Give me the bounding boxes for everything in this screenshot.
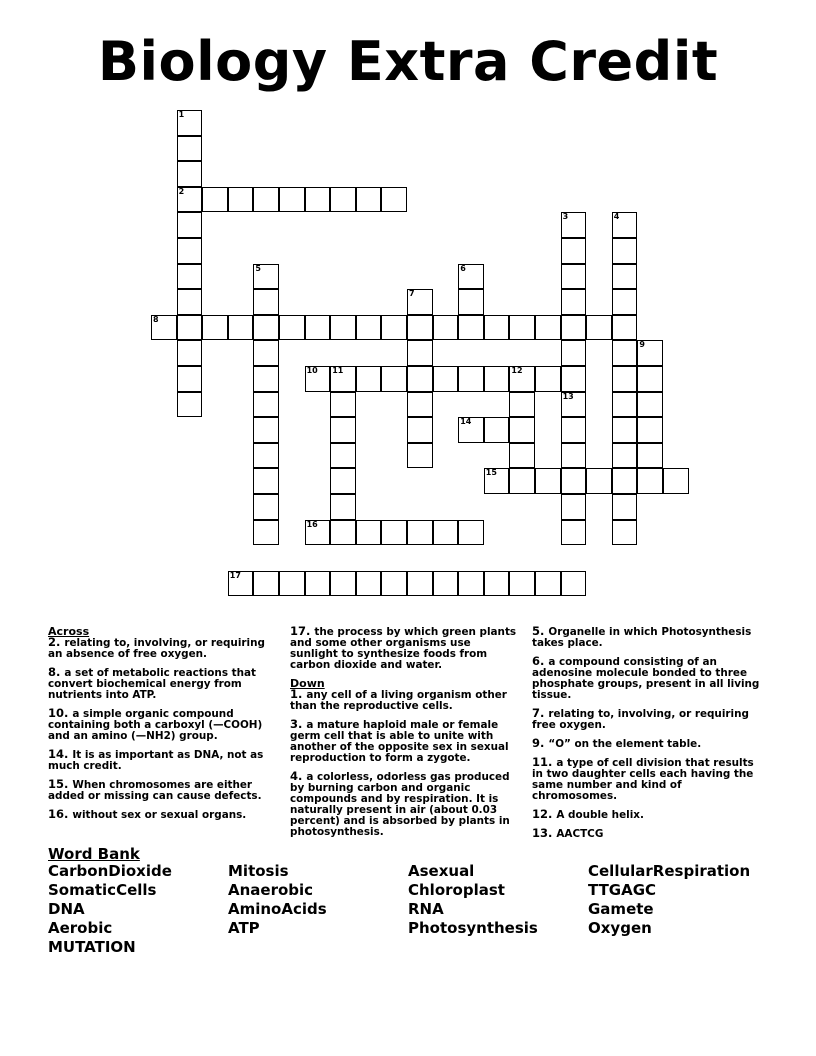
grid-cell[interactable] [637, 417, 663, 443]
down-clue [290, 771, 518, 838]
grid-cell[interactable] [561, 340, 587, 366]
grid-cell[interactable] [561, 366, 587, 392]
page-title: Biology Extra Credit [97, 30, 719, 93]
clue-text: a type of cell division that results in two daughter cells each having the same number and kind of chromosomes. [532, 757, 754, 802]
grid-cell[interactable] [407, 571, 433, 597]
across-clue [48, 809, 270, 821]
clue-number: 5. [532, 624, 549, 638]
down-heading: Down [290, 677, 325, 690]
grid-cell[interactable] [279, 187, 305, 213]
clue-text: relating to, involving, or requiring free oxygen. [532, 708, 749, 731]
grid-cell[interactable] [253, 187, 279, 213]
word-bank-item: ATP [228, 919, 260, 937]
down-clue [532, 656, 764, 701]
grid-cell[interactable] [407, 340, 433, 366]
grid-cell[interactable] [458, 315, 484, 341]
grid-cell[interactable] [509, 315, 535, 341]
grid-cell[interactable] [637, 392, 663, 418]
down-clue [532, 626, 764, 649]
grid-cell[interactable] [177, 161, 203, 187]
clue-number: 16 [306, 519, 318, 529]
grid-cell[interactable] [561, 264, 587, 290]
grid-cell[interactable] [586, 468, 612, 494]
grid-cell[interactable] [177, 289, 203, 315]
grid-cell[interactable] [663, 468, 689, 494]
grid-cell[interactable] [177, 110, 203, 136]
clue-text: Organelle in which Photosynthesis takes place. [532, 626, 752, 649]
clue-number: 13. [532, 826, 557, 840]
clue-text: a set of metabolic reactions that convert biochemical energy from nutrients into ATP. [48, 667, 256, 701]
grid-cell[interactable] [381, 520, 407, 546]
grid-cell[interactable] [637, 340, 663, 366]
clue-text: without sex or sexual organs. [72, 809, 247, 821]
grid-cell[interactable] [356, 571, 382, 597]
grid-cell[interactable] [305, 315, 331, 341]
clue-text: a simple organic compound containing both a carboxyl (—COOH) and an amino (—NH2) group. [48, 708, 263, 742]
word-bank-item: Asexual [408, 862, 475, 880]
clue-number: 4. [290, 769, 307, 783]
grid-cell[interactable] [509, 417, 535, 443]
grid-cell[interactable] [407, 392, 433, 418]
grid-cell[interactable] [356, 315, 382, 341]
grid-cell[interactable] [586, 315, 612, 341]
grid-cell[interactable] [561, 468, 587, 494]
grid-cell[interactable] [458, 417, 484, 443]
grid-cell[interactable] [151, 315, 177, 341]
across-heading: Across [48, 625, 90, 638]
clue-number: 7. [532, 706, 549, 720]
grid-cell[interactable] [612, 212, 638, 238]
down-clue [532, 708, 764, 731]
clue-number: 1 [178, 110, 185, 119]
word-bank-item: RNA [408, 900, 444, 918]
clues-column-1 [48, 626, 270, 828]
grid-cell[interactable] [484, 571, 510, 597]
word-bank-item: SomaticCells [48, 881, 157, 899]
clue-number: 14 [460, 417, 472, 427]
grid-cell[interactable] [330, 417, 356, 443]
grid-cell[interactable] [228, 315, 254, 341]
grid-cell[interactable] [612, 289, 638, 315]
clues-column-3 [532, 626, 764, 847]
clue-number: 5 [255, 263, 261, 273]
grid-cell[interactable] [305, 520, 331, 546]
word-bank-item: CarbonDioxide [48, 862, 172, 880]
grid-cell[interactable] [356, 366, 382, 392]
grid-cell[interactable] [509, 366, 535, 392]
grid-cell[interactable] [612, 468, 638, 494]
clue-number: 12 [511, 366, 523, 375]
grid-cell[interactable] [253, 366, 279, 392]
clue-number: 3. [290, 717, 307, 731]
grid-cell[interactable] [177, 238, 203, 264]
clue-number: 13 [562, 391, 574, 401]
grid-cell[interactable] [305, 187, 331, 213]
grid-cell[interactable] [253, 264, 279, 290]
grid-cell[interactable] [637, 366, 663, 392]
grid-cell[interactable] [177, 187, 203, 213]
down-clue [290, 689, 518, 712]
clue-number: 2 [178, 186, 185, 196]
grid-cell[interactable] [305, 571, 331, 597]
word-bank-item: DNA [48, 900, 85, 918]
grid-cell[interactable] [509, 468, 535, 494]
clue-number: 16. [48, 807, 73, 821]
across-clue [48, 637, 270, 660]
word-bank-item: CellularRespiration [588, 862, 751, 880]
grid-cell[interactable] [253, 571, 279, 597]
grid-cell[interactable] [279, 571, 305, 597]
clue-number: 17. [290, 624, 315, 638]
grid-cell[interactable] [433, 571, 459, 597]
clue-number: 10 [306, 366, 318, 375]
grid-cell[interactable] [381, 571, 407, 597]
word-bank-item: Photosynthesis [408, 919, 538, 937]
grid-cell[interactable] [407, 315, 433, 341]
clue-text: any cell of a living organism other than the reproductive cells. [290, 689, 507, 712]
clue-number: 10. [48, 706, 73, 720]
word-bank-title: Word Bank [48, 845, 140, 863]
grid-cell[interactable] [458, 520, 484, 546]
clue-number: 4 [613, 212, 620, 222]
grid-cell[interactable] [407, 443, 433, 469]
clue-number: 17 [229, 570, 241, 580]
word-bank-item: Gamete [588, 900, 654, 918]
grid-cell[interactable] [330, 468, 356, 494]
grid-cell[interactable] [612, 520, 638, 546]
grid-cell[interactable] [433, 520, 459, 546]
across-clue [48, 708, 270, 742]
grid-cell[interactable] [637, 468, 663, 494]
grid-cell[interactable] [228, 571, 254, 597]
grid-cell[interactable] [484, 468, 510, 494]
grid-cell[interactable] [177, 136, 203, 162]
grid-cell[interactable] [535, 571, 561, 597]
grid-cell[interactable] [202, 187, 228, 213]
grid-cell[interactable] [253, 340, 279, 366]
grid-cell[interactable] [612, 238, 638, 264]
grid-cell[interactable] [612, 340, 638, 366]
down-clue [532, 828, 764, 840]
grid-cell[interactable] [407, 417, 433, 443]
grid-cell[interactable] [381, 315, 407, 341]
grid-cell[interactable] [561, 289, 587, 315]
grid-cell[interactable] [407, 520, 433, 546]
down-clue [532, 809, 764, 821]
clue-number: 6 [460, 263, 466, 273]
grid-cell[interactable] [279, 315, 305, 341]
grid-cell[interactable] [253, 443, 279, 469]
grid-cell[interactable] [612, 264, 638, 290]
grid-cell[interactable] [253, 468, 279, 494]
clue-text: a compound consisting of an adenosine molecule bonded to three phosphate groups, present in all living tissue. [532, 656, 760, 701]
clue-number: 9 [639, 340, 645, 350]
grid-cell[interactable] [561, 443, 587, 469]
grid-cell[interactable] [330, 392, 356, 418]
clue-number: 9. [532, 736, 549, 750]
grid-cell[interactable] [535, 315, 561, 341]
grid-cell[interactable] [612, 392, 638, 418]
word-bank-item: Anaerobic [228, 881, 314, 899]
grid-cell[interactable] [484, 417, 510, 443]
grid-cell[interactable] [253, 520, 279, 546]
clue-text: A double helix. [556, 809, 644, 821]
grid-cell[interactable] [458, 366, 484, 392]
grid-cell[interactable] [612, 443, 638, 469]
word-bank-item: MUTATION [48, 938, 136, 956]
grid-cell[interactable] [561, 238, 587, 264]
clue-text: “O” on the element table. [548, 738, 702, 750]
grid-cell[interactable] [381, 187, 407, 213]
word-bank-item: Chloroplast [408, 881, 505, 899]
clue-number: 11 [332, 366, 344, 375]
grid-cell[interactable] [433, 315, 459, 341]
clues-column-2 [290, 626, 518, 845]
grid-cell[interactable] [561, 212, 587, 238]
grid-cell[interactable] [433, 366, 459, 392]
down-clue [290, 719, 518, 764]
grid-cell[interactable] [458, 571, 484, 597]
grid-cell[interactable] [330, 571, 356, 597]
clue-text: a colorless, odorless gas produced by burning carbon and organic compounds and by respiration. It is naturally present in air (about 0.03 percent) and is absorbed by plants in photosynthesis. [290, 771, 510, 838]
grid-cell[interactable] [458, 264, 484, 290]
grid-cell[interactable] [253, 392, 279, 418]
grid-cell[interactable] [177, 392, 203, 418]
clue-number: 11. [532, 755, 557, 769]
grid-cell[interactable] [612, 366, 638, 392]
grid-cell[interactable] [561, 417, 587, 443]
clue-number: 15 [485, 468, 497, 478]
clue-number: 1. [290, 687, 307, 701]
clue-number: 7 [409, 289, 415, 299]
clue-text: relating to, involving, or requiring an absence of free oxygen. [48, 637, 265, 660]
grid-cell[interactable] [330, 366, 356, 392]
clue-number: 2. [48, 635, 65, 649]
grid-cell[interactable] [561, 392, 587, 418]
across-clue [290, 626, 518, 671]
grid-cell[interactable] [484, 366, 510, 392]
grid-cell[interactable] [561, 571, 587, 597]
word-bank-item: Aerobic [48, 919, 113, 937]
clue-number: 14. [48, 747, 73, 761]
grid-cell[interactable] [535, 366, 561, 392]
word-bank-item: AminoAcids [228, 900, 327, 918]
grid-cell[interactable] [330, 443, 356, 469]
grid-cell[interactable] [330, 520, 356, 546]
grid-cell[interactable] [177, 264, 203, 290]
grid-cell[interactable] [305, 366, 331, 392]
clue-number: 15. [48, 777, 73, 791]
grid-cell[interactable] [330, 315, 356, 341]
grid-cell[interactable] [612, 494, 638, 520]
grid-cell[interactable] [407, 366, 433, 392]
clue-text: It is as important as DNA, not as much credit. [48, 749, 264, 772]
word-bank-item: Mitosis [228, 862, 289, 880]
grid-cell[interactable] [509, 392, 535, 418]
grid-cell[interactable] [177, 340, 203, 366]
grid-cell[interactable] [509, 571, 535, 597]
clue-number: 8 [153, 314, 159, 324]
grid-cell[interactable] [458, 289, 484, 315]
grid-cell[interactable] [228, 187, 254, 213]
grid-cell[interactable] [330, 187, 356, 213]
grid-cell[interactable] [202, 315, 228, 341]
grid-cell[interactable] [561, 520, 587, 546]
grid-cell[interactable] [177, 212, 203, 238]
clue-text: When chromosomes are either added or missing can cause defects. [48, 779, 262, 802]
grid-cell[interactable] [612, 315, 638, 341]
clue-text: AACTCG [556, 828, 604, 840]
grid-cell[interactable] [535, 468, 561, 494]
grid-cell[interactable] [612, 417, 638, 443]
clue-number: 6. [532, 654, 549, 668]
grid-cell[interactable] [407, 289, 433, 315]
clue-text: the process by which green plants and some other organisms use sunlight to synthesize foods from carbon dioxide and water. [290, 626, 517, 671]
across-clue [48, 779, 270, 802]
across-clue [48, 667, 270, 701]
grid-cell[interactable] [356, 520, 382, 546]
grid-cell[interactable] [253, 494, 279, 520]
grid-cell[interactable] [484, 315, 510, 341]
word-bank-item: TTGAGC [588, 881, 657, 899]
word-bank-item: Oxygen [588, 919, 652, 937]
grid-cell[interactable] [330, 494, 356, 520]
clue-number: 3 [562, 212, 569, 222]
clue-text: a mature haploid male or female germ cell that is able to unite with another of the opposite sex in sexual reproduction to form a zygote. [290, 719, 509, 764]
grid-cell[interactable] [561, 494, 587, 520]
grid-cell[interactable] [509, 443, 535, 469]
clue-number: 8. [48, 665, 65, 679]
grid-cell[interactable] [177, 366, 203, 392]
grid-cell[interactable] [381, 366, 407, 392]
down-clue [532, 738, 764, 750]
clue-number: 12. [532, 807, 557, 821]
grid-cell[interactable] [356, 187, 382, 213]
grid-cell[interactable] [253, 417, 279, 443]
across-clue [48, 749, 270, 772]
grid-cell[interactable] [637, 443, 663, 469]
grid-cell[interactable] [561, 315, 587, 341]
grid-cell[interactable] [253, 315, 279, 341]
down-clue [532, 757, 764, 802]
grid-cell[interactable] [253, 289, 279, 315]
grid-cell[interactable] [177, 315, 203, 341]
